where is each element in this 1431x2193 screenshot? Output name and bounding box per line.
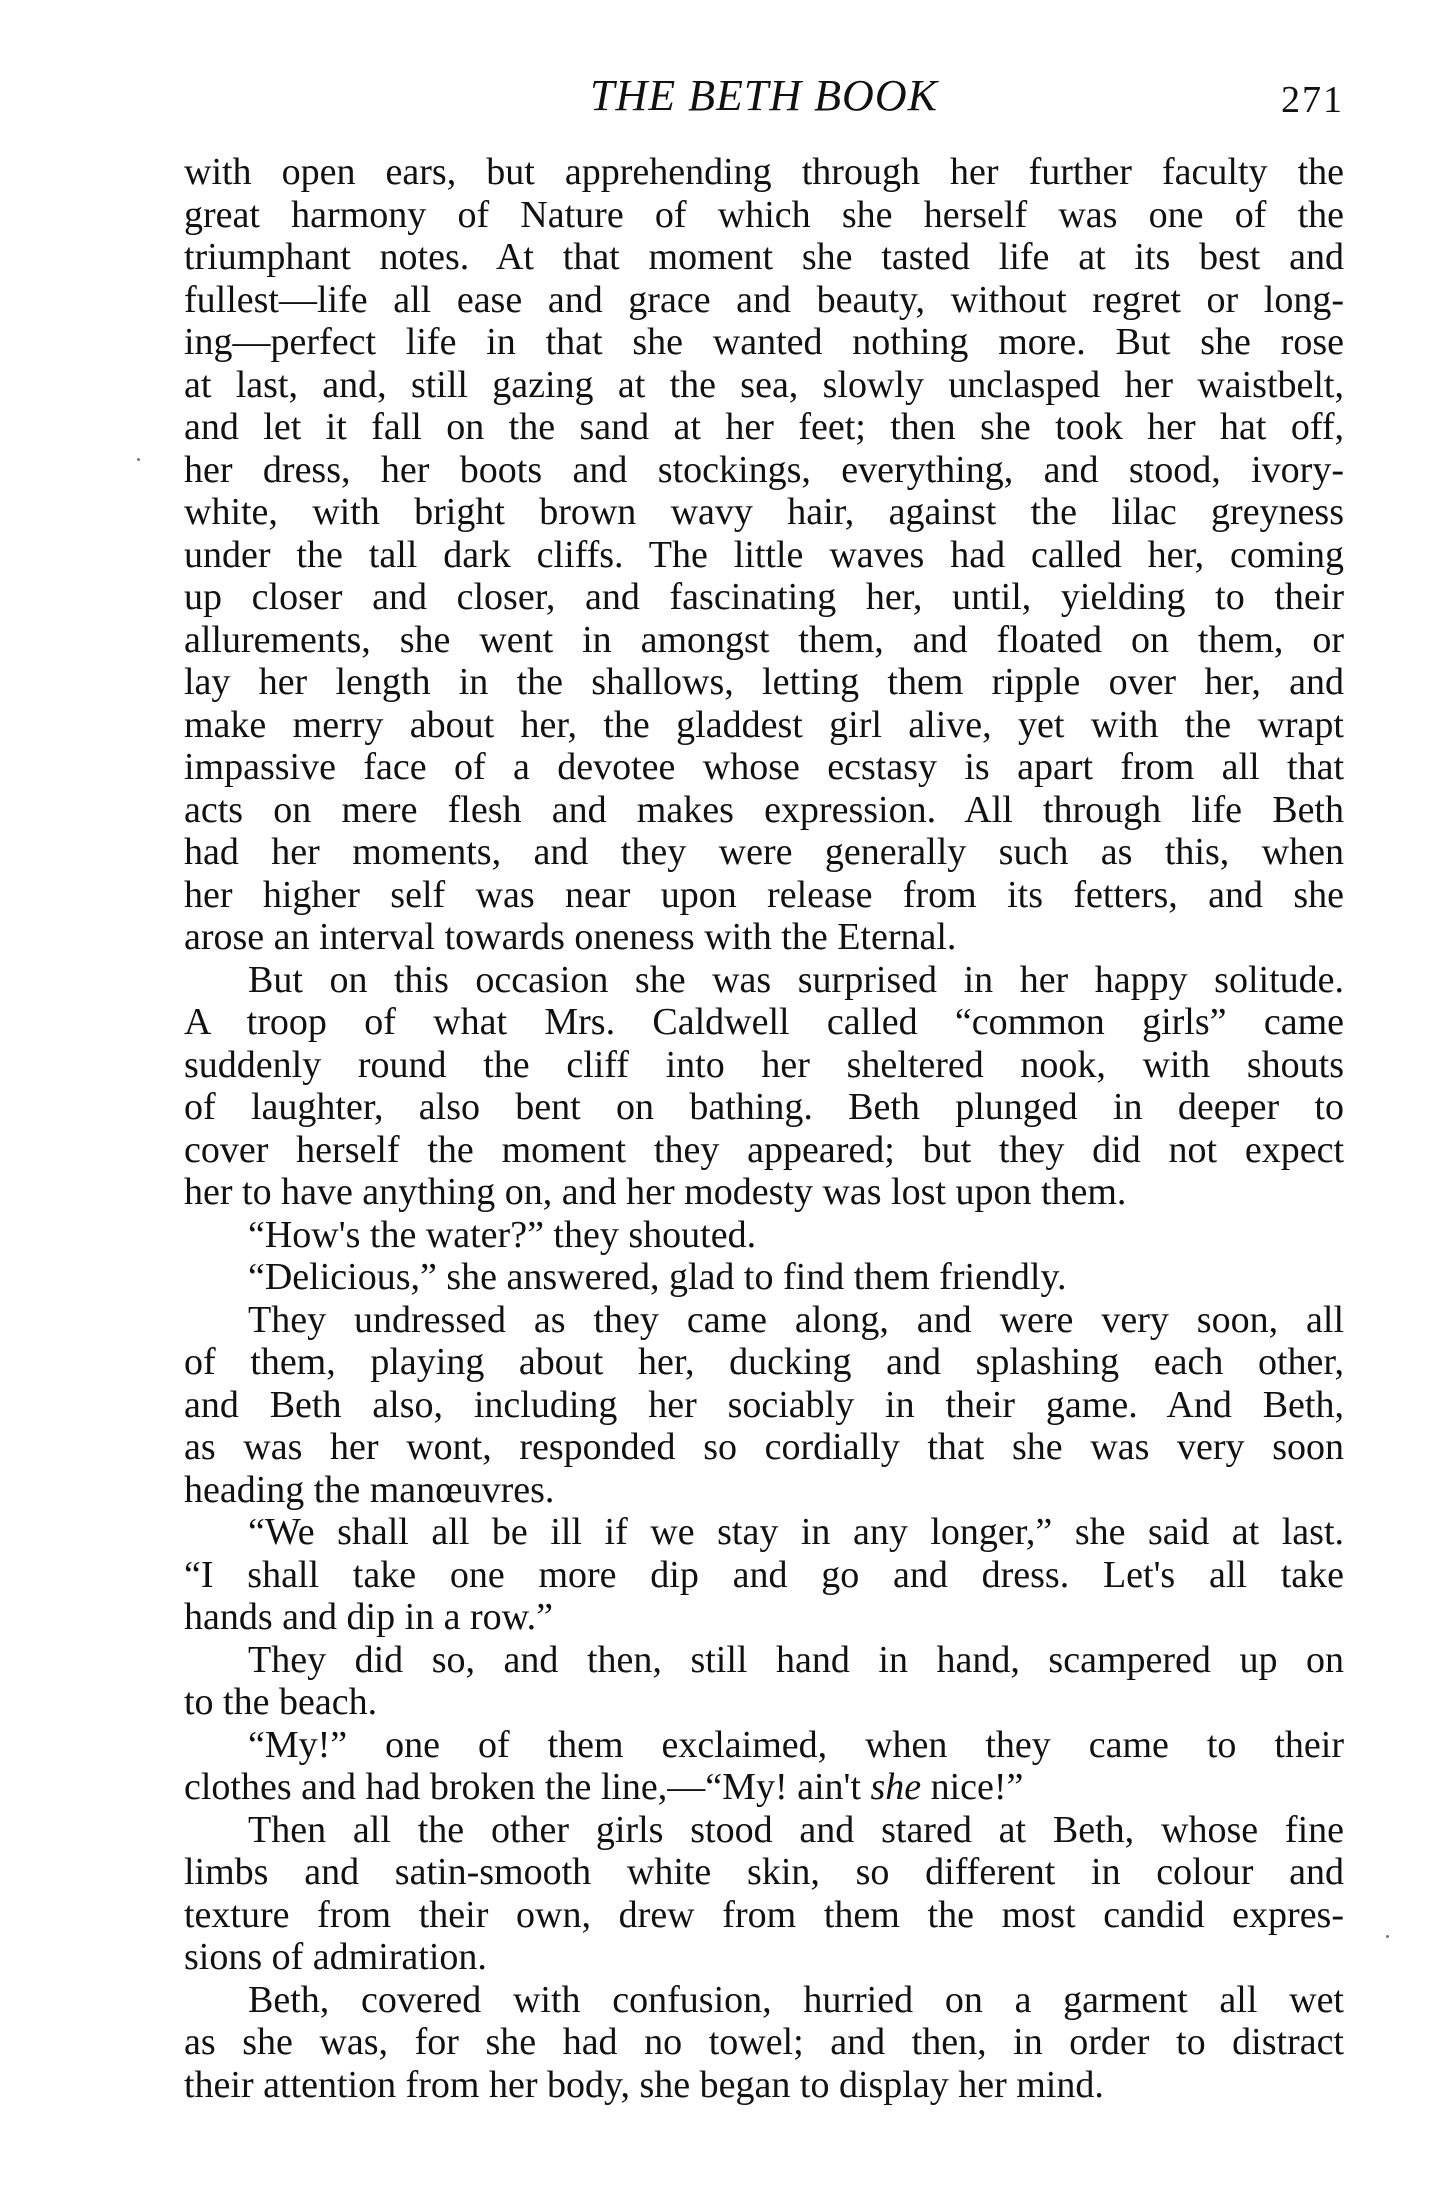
text-line: But on this occasion she was surprised in her happy solitude. [248, 958, 1344, 1001]
body-text [184, 151, 1344, 2106]
text-line: white, with bright brown wavy hair, against the lilac greyness [184, 491, 1344, 533]
paragraph [184, 1299, 1344, 1512]
text-line: lay her length in the shallows, letting them ripple over her, and [184, 661, 1344, 703]
text-line: of laughter, also bent on bathing. Beth plunged in deeper to [184, 1086, 1344, 1128]
paragraph [184, 1639, 1344, 1724]
text-line [184, 1766, 1344, 1809]
paragraph [184, 1256, 1344, 1299]
text-line: “How's the water?” they shouted. [248, 1213, 757, 1256]
text-line: They undressed as they came along, and were very soon, all [248, 1298, 1344, 1341]
paragraph [184, 151, 1344, 959]
text-line: to the beach. [184, 1681, 378, 1723]
text-line: suddenly round the cliff into her sheltered nook, with shouts [184, 1043, 1344, 1086]
text-line: They did so, and then, still hand in hand, scampered up on [248, 1638, 1344, 1681]
paragraph [184, 1511, 1344, 1639]
margin-speck [1386, 1935, 1389, 1938]
text-line: allurements, she went in amongst them, and floated on them, or [184, 618, 1344, 661]
page-header [184, 66, 1344, 126]
text-line: limbs and satin-smooth white skin, so different in colour and [184, 1851, 1344, 1893]
text-line: impassive face of a devotee whose ecstasy is apart from all that [184, 746, 1344, 788]
text-line: “Delicious,” she answered, glad to find them friendly. [248, 1256, 1067, 1298]
text-line: “My!” one of them exclaimed, when they came to their [248, 1723, 1344, 1766]
text-fragment: clothes and had broken the line,—“My! ain't [184, 1766, 871, 1808]
text-fragment: nice!” [921, 1766, 1024, 1808]
paragraph [184, 1214, 1344, 1257]
text-line: had her moments, and they were generally such as this, when [184, 831, 1344, 873]
paragraph [184, 1809, 1344, 1979]
text-line: “I shall take one more dip and go and dress. Let's all take [184, 1553, 1344, 1596]
text-line: their attention from her body, she began to display her mind. [184, 2063, 1104, 2106]
running-title: THE BETH BOOK [590, 71, 938, 120]
text-line: and Beth also, including her sociably in their game. And Beth, [184, 1383, 1344, 1426]
text-line: ing—perfect life in that she wanted nothing more. But she rose [184, 321, 1344, 363]
text-line: A troop of what Mrs. Caldwell called “common girls” came [184, 1001, 1344, 1043]
text-line: Then all the other girls stood and stared at Beth, whose fine [248, 1808, 1344, 1851]
margin-speck [137, 458, 140, 461]
text-line: her dress, her boots and stockings, everything, and stood, ivory- [184, 448, 1344, 491]
text-line: acts on mere flesh and makes expression. All through life Beth [184, 788, 1344, 831]
text-line: of them, playing about her, ducking and splashing each other, [184, 1341, 1344, 1383]
text-line: at last, and, still gazing at the sea, slowly unclasped her waistbelt, [184, 363, 1344, 406]
text-line: texture from their own, drew from them the most candid expres- [184, 1893, 1344, 1936]
text-line: under the tall dark cliffs. The little waves had called her, coming [184, 533, 1344, 576]
text-line: Beth, covered with confusion, hurried on a garment all wet [248, 1978, 1344, 2021]
text-line: and let it fall on the sand at her feet; then she took her hat off, [184, 406, 1344, 448]
text-line: her higher self was near upon release from its fetters, and she [184, 873, 1344, 916]
paragraph [184, 1979, 1344, 2107]
page-number: 271 [1281, 79, 1344, 121]
text-line: arose an interval towards oneness with the Eternal. [184, 916, 957, 958]
text-line: triumphant notes. At that moment she tasted life at its best and [184, 236, 1344, 278]
paragraph [184, 959, 1344, 1214]
text-line: her to have anything on, and her modesty was lost upon them. [184, 1171, 1127, 1213]
text-line: heading the manœuvres. [184, 1468, 555, 1511]
text-line: “We shall all be ill if we stay in any longer,” she said at last. [248, 1511, 1344, 1553]
text-line: hands and dip in a row.” [184, 1596, 553, 1638]
paragraph [184, 1724, 1344, 1809]
text-line: sions of admiration. [184, 1936, 487, 1978]
text-line: great harmony of Nature of which she herself was one of the [184, 193, 1344, 236]
text-line: with open ears, but apprehending through her further faculty the [184, 151, 1344, 193]
text-line: as was her wont, responded so cordially that she was very soon [184, 1426, 1344, 1468]
emphasis-word: she [870, 1766, 922, 1808]
text-line: up closer and closer, and fascinating her, until, yielding to their [184, 576, 1344, 618]
text-line: cover herself the moment they appeared; but they did not expect [184, 1128, 1344, 1171]
text-line: as she was, for she had no towel; and then, in order to distract [184, 2021, 1344, 2063]
text-line: fullest—life all ease and grace and beauty, without regret or long- [184, 278, 1344, 321]
text-line: make merry about her, the gladdest girl alive, yet with the wrapt [184, 703, 1344, 746]
